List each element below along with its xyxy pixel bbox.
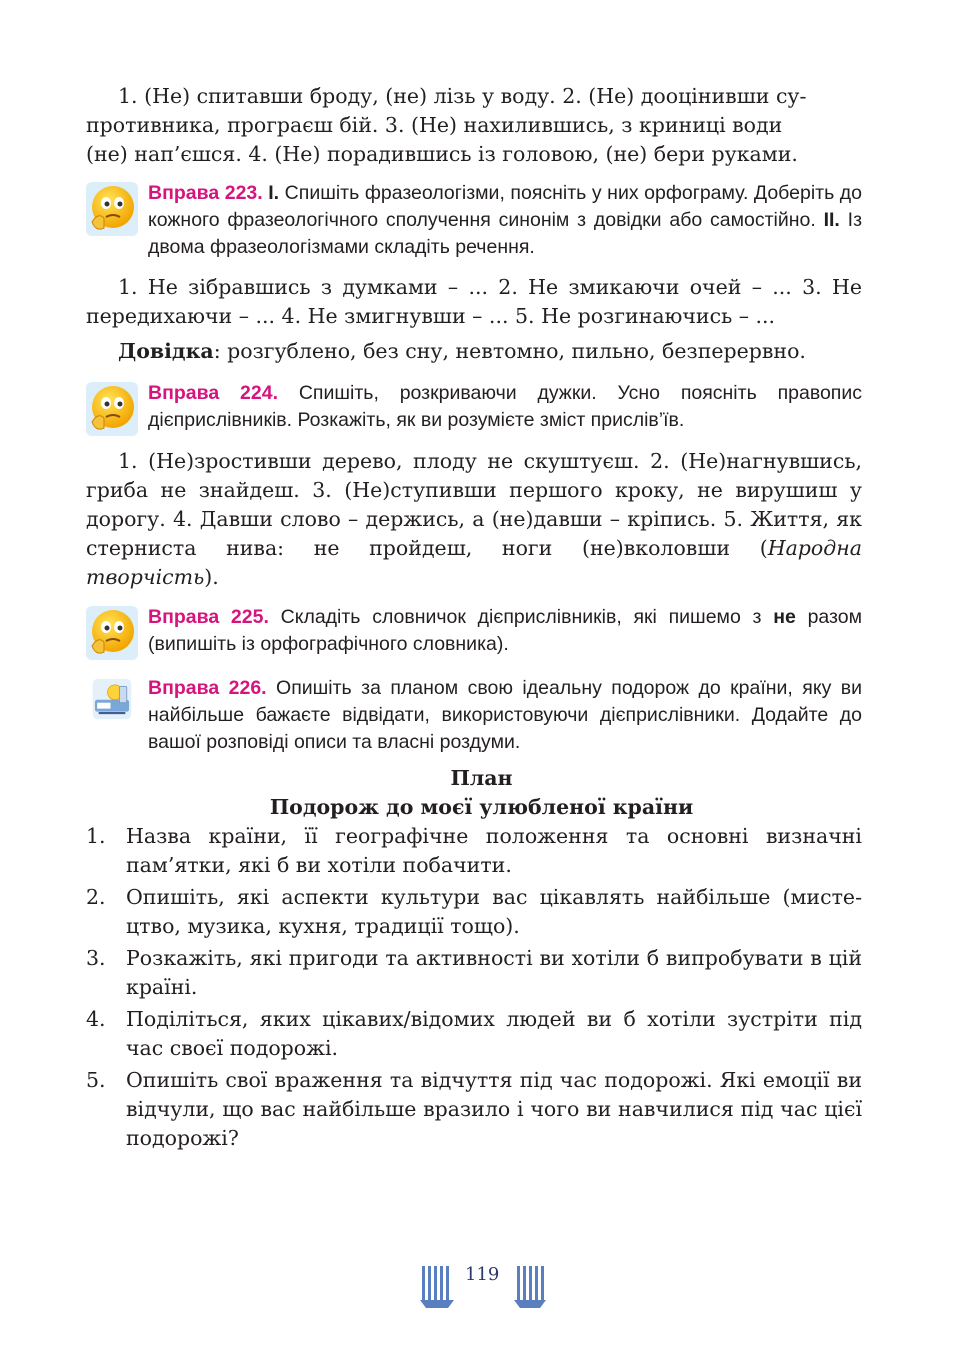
exercise-224-instruction bbox=[148, 380, 862, 434]
plan-list bbox=[86, 822, 862, 1156]
plan-item bbox=[86, 944, 862, 1002]
proverbs-end: ). bbox=[204, 565, 219, 589]
thinking-face-icon bbox=[86, 606, 138, 660]
exercise-225-word: не bbox=[773, 606, 796, 628]
intro-line: противника, програєш бій. 3. (Не) нахилившись, з криниці води bbox=[86, 113, 783, 137]
exercise-224-text: Спишіть, розкриваючи дужки. Усно поясніть правопис дієприслівників. Розкажіть, як ви розумієте зміст прислів’їв. bbox=[148, 382, 863, 431]
plan-item-number: 5. bbox=[86, 1068, 106, 1092]
exercise-226-text: Опишіть за планом свою ідеальну подорож до країни, яку ви найбільше бажаєте відвідати, використовуючи дієприслівники. Додайте до вашої розповіді описи та власні роздуми. bbox=[148, 677, 863, 753]
exercise-225-text1: Складіть словничок дієприслівників, які пишемо з bbox=[280, 606, 762, 628]
exercise-223-text1: Спишіть фразеологізми, поясніть у них орфограму. Доберіть до кожного фразеологічного сполучення синонім з довідки або самостійно. bbox=[148, 182, 863, 231]
thinking-face-icon bbox=[86, 182, 138, 236]
hint-label: Довідка bbox=[118, 339, 214, 363]
plan-item-text: Назва країни, її географічне положення та основні визначні пам’ятки, які б ви хотіли побачити. bbox=[126, 824, 862, 877]
plan-item bbox=[86, 822, 862, 880]
plan-item bbox=[86, 883, 862, 941]
exercise-226-label: Вправа 226. bbox=[148, 677, 267, 699]
exercise-223-body: 1. Не зібравшись з думками – ... 2. Не змикаючи очей – ... 3. Не передихаючи – ... 4. Не змигнувши – ... 5. Не розгинаючись – ... bbox=[86, 275, 862, 328]
plan-item bbox=[86, 1005, 862, 1063]
exercise-225-text2: разом (випишіть із орфографічного словника). bbox=[148, 606, 863, 655]
plan-item-number: 4. bbox=[86, 1007, 106, 1031]
exercise-223-instruction bbox=[148, 180, 862, 261]
plan-item-text: Розкажіть, які пригоди та активності ви хотіли б випробувати в цій країні. bbox=[126, 946, 862, 999]
proverbs-source: Народна творчість bbox=[86, 536, 862, 589]
plan-item-text: Поділіться, яких цікавих/відомих людей ви б хотіли зустріти під час своєї подорожі. bbox=[126, 1007, 862, 1060]
plan-item-text: Опишіть, які аспекти культури вас цікавлять найбільше (мистецтво, музика, кухня, традиції тощо). bbox=[126, 885, 862, 938]
exercise-224-label: Вправа 224. bbox=[148, 382, 278, 404]
exercise-224-body bbox=[86, 447, 862, 592]
plan-item bbox=[86, 1066, 862, 1153]
plan-heading: План bbox=[450, 766, 513, 790]
intro-paragraph bbox=[86, 82, 862, 169]
exercise-223-label: Вправа 223. bbox=[148, 182, 263, 204]
exercise-225-label: Вправа 225. bbox=[148, 606, 269, 628]
exercise-224 bbox=[86, 380, 862, 434]
exercise-226 bbox=[86, 675, 862, 756]
hint-paragraph bbox=[86, 337, 862, 366]
plan-item-text: Опишіть свої враження та відчуття під час подорожі. Які емоції ви відчули, що вас найбільше вразило і чого ви навчилися під час цієї подорожі? bbox=[126, 1068, 862, 1150]
part-one-marker: I. bbox=[268, 182, 280, 204]
exercise-223-text2: Із двома фразеологізмами складіть речення. bbox=[148, 209, 863, 258]
exercise-223 bbox=[86, 180, 862, 261]
intro-line: (не) нап’єшся. 4. (Не) порадившись із головою, (не) бери руками. bbox=[86, 142, 798, 166]
writing-desk-icon bbox=[86, 679, 138, 719]
thinking-face-icon bbox=[86, 382, 138, 436]
page-number: 119 bbox=[465, 1264, 500, 1285]
plan-item-number: 1. bbox=[86, 824, 106, 848]
intro-line: 1. (Не) спитавши броду, (не) лізь у воду. 2. (Не) дооцінивши су- bbox=[118, 84, 807, 108]
proverbs-text: 1. (Не)зростивши дерево, плоду не скуштуєш. 2. (Не)нагнувшись, гриба не знайдеш. 3. (Не)ступивши першого кроку, не вирушиш у дорогу. 4. Давши слово – держись, а (не)давши – кріпись. 5. Життя, як стерниста нива: не пройдеш, ноги (не)вколовши ( bbox=[86, 449, 862, 560]
part-two-marker: II. bbox=[823, 209, 840, 231]
plan-title: Подорож до моєї улюбленої країни bbox=[269, 795, 694, 819]
exercise-225-instruction bbox=[148, 604, 862, 658]
exercise-225 bbox=[86, 604, 862, 658]
plan-item-number: 2. bbox=[86, 885, 106, 909]
plan-item-number: 3. bbox=[86, 946, 106, 970]
hint-text: : розгублено, без сну, невтомно, пильно, безперервно. bbox=[213, 339, 806, 363]
exercise-226-instruction bbox=[148, 675, 862, 756]
